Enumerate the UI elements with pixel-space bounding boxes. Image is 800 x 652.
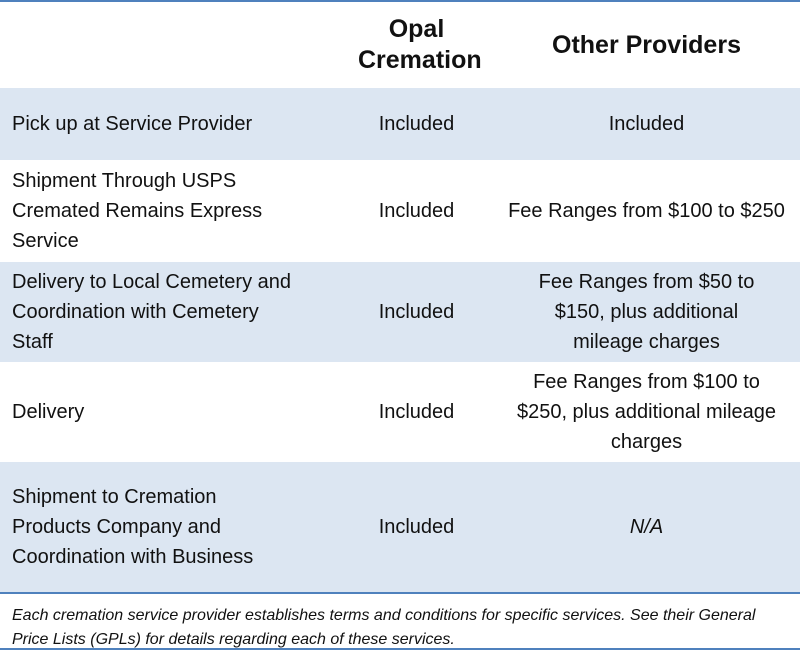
service-cell: Delivery to Local Cemetery and Coordination with Cemetery Staff xyxy=(12,271,292,353)
opal-cell: Included xyxy=(378,200,455,222)
opal-cell: Included xyxy=(378,301,455,323)
table-row xyxy=(0,362,800,462)
table-row xyxy=(0,462,800,592)
other-cell: Fee Ranges from $100 to $250 xyxy=(508,200,785,222)
other-cell: Included xyxy=(608,113,685,135)
service-cell: Delivery xyxy=(12,401,85,423)
service-cell: Pick up at Service Provider xyxy=(12,113,253,135)
header-empty xyxy=(0,1,340,88)
opal-cell: Included xyxy=(378,401,455,423)
service-cell: Shipment Through USPS Cremated Remains Express Service xyxy=(12,170,263,252)
opal-cell: Included xyxy=(378,113,455,135)
other-cell: N/A xyxy=(629,516,664,538)
opal-cell: Included xyxy=(378,516,455,538)
header-other: Other Providers xyxy=(493,1,800,88)
bottom-rule xyxy=(0,648,800,650)
header-row xyxy=(0,1,800,88)
table-row xyxy=(0,88,800,160)
other-cell: Fee Ranges from $100 to $250, plus additional mileage charges xyxy=(516,371,777,453)
table-row xyxy=(0,262,800,362)
footnote: Each cremation service provider establishes terms and conditions for specific services. See their General Price Lists (GPLs) for details regarding each of these services. xyxy=(0,592,800,650)
table-row xyxy=(0,160,800,262)
service-cell: Shipment to Cremation Products Company and Coordination with Business xyxy=(12,486,254,568)
header-opal: Opal Cremation xyxy=(340,1,493,88)
other-cell: Fee Ranges from $50 to $150, plus additional mileage charges xyxy=(538,271,755,353)
